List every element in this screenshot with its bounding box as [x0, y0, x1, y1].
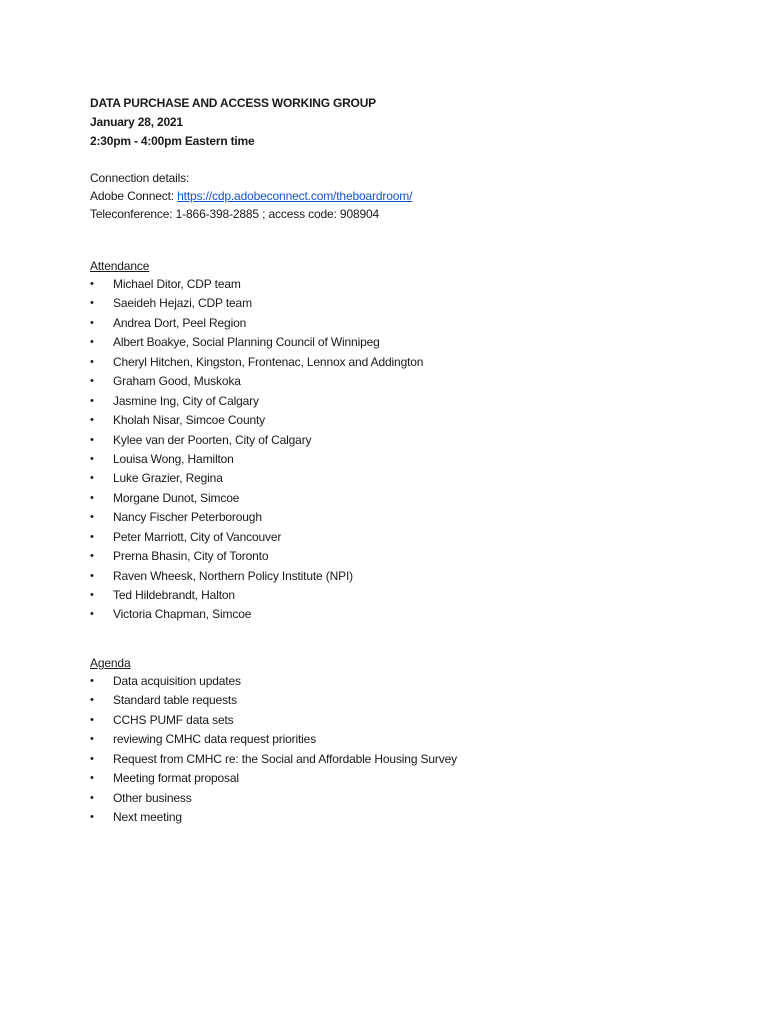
agenda-item: • CCHS PUMF data sets [90, 711, 730, 730]
attendee-item: • Nancy Fischer Peterborough [90, 508, 730, 527]
bullet-icon: • [90, 530, 94, 543]
bullet-icon: • [90, 336, 94, 349]
bullet-icon: • [90, 752, 94, 765]
attendee-item: • Victoria Chapman, Simcoe [90, 605, 730, 624]
bullet-icon: • [90, 569, 94, 582]
bullet-icon: • [90, 472, 94, 485]
attendee-item: • Morgane Dunot, Simcoe [90, 489, 730, 508]
attendee-item: • Cheryl Hitchen, Kingston, Frontenac, Lennox and Addington [90, 353, 730, 372]
bullet-icon: • [90, 491, 94, 504]
document-title: DATA PURCHASE AND ACCESS WORKING GROUP [90, 96, 376, 110]
bullet-icon: • [90, 297, 94, 310]
bullet-icon: • [90, 278, 94, 290]
bullet-icon: • [90, 394, 94, 407]
bullet-icon: • [90, 414, 94, 427]
agenda-item: • Next meeting [90, 808, 730, 827]
agenda-heading: Agenda [90, 655, 131, 670]
bullet-icon: • [90, 511, 94, 524]
attendee-item: • Jasmine Ing, City of Calgary [90, 392, 730, 411]
agenda-item: • Other business [90, 789, 730, 808]
attendee-item: • Prerna Bhasin, City of Toronto [90, 547, 730, 566]
agenda-item: • reviewing CMHC data request priorities [90, 730, 730, 749]
adobe-connect-link[interactable]: https://cdp.adobeconnect.com/theboardroom/ [177, 189, 413, 203]
attendee-item: • Kylee van der Poorten, City of Calgary [90, 431, 730, 450]
attendee-item: • Louisa Wong, Hamilton [90, 450, 730, 469]
bullet-icon: • [90, 316, 94, 329]
attendee-item: • Peter Marriott, City of Vancouver [90, 528, 730, 547]
bullet-icon: • [90, 810, 94, 823]
agenda-item: • Data acquisition updates [90, 672, 730, 691]
meeting-date: January 28, 2021 [90, 115, 183, 129]
bullet-icon: • [90, 674, 94, 687]
bullet-icon: • [90, 608, 94, 621]
attendee-item: • Luke Grazier, Regina [90, 469, 730, 488]
bullet-icon: • [90, 355, 94, 368]
bullet-icon: • [90, 550, 94, 563]
attendee-item: • Albert Boakye, Social Planning Council of Winnipeg [90, 333, 730, 352]
agenda-item: • Standard table requests [90, 691, 730, 710]
adobe-connect-label: Adobe Connect: [90, 189, 178, 203]
document-header [90, 94, 730, 151]
attendee-item: • Andrea Dort, Peel Region [90, 314, 730, 333]
teleconference-line: Teleconference: 1-866-398-2885 ; access code: 908904 [90, 207, 380, 221]
bullet-icon: • [90, 694, 94, 707]
attendee-item: • Kholah Nisar, Simcoe County [90, 411, 730, 430]
bullet-icon: • [90, 433, 94, 446]
attendance-heading: Attendance [90, 259, 150, 273]
document-page [90, 94, 730, 827]
bullet-icon: • [90, 375, 94, 388]
agenda-item: • Meeting format proposal [90, 769, 730, 788]
connection-details [90, 169, 730, 223]
adobe-connect-line [90, 187, 730, 205]
connection-heading: Connection details: [90, 171, 190, 185]
attendance-list [90, 275, 730, 625]
bullet-icon: • [90, 791, 94, 804]
bullet-icon: • [90, 772, 94, 785]
attendee-item: • Saeideh Hejazi, CDP team [90, 294, 730, 313]
bullet-icon: • [90, 733, 94, 746]
attendee-item: • Raven Wheesk, Northern Policy Institute (NPI) [90, 567, 730, 586]
meeting-time: 2:30pm - 4:00pm Eastern time [90, 134, 255, 148]
attendee-item: • Ted Hildebrandt, Halton [90, 586, 730, 605]
bullet-icon: • [90, 452, 94, 465]
agenda-list [90, 672, 730, 828]
bullet-icon: • [90, 713, 94, 726]
attendee-item: • Graham Good, Muskoka [90, 372, 730, 391]
attendee-item: • Michael Ditor, CDP team [90, 275, 730, 294]
agenda-item: • Request from CMHC re: the Social and Affordable Housing Survey [90, 750, 730, 769]
bullet-icon: • [90, 589, 94, 601]
